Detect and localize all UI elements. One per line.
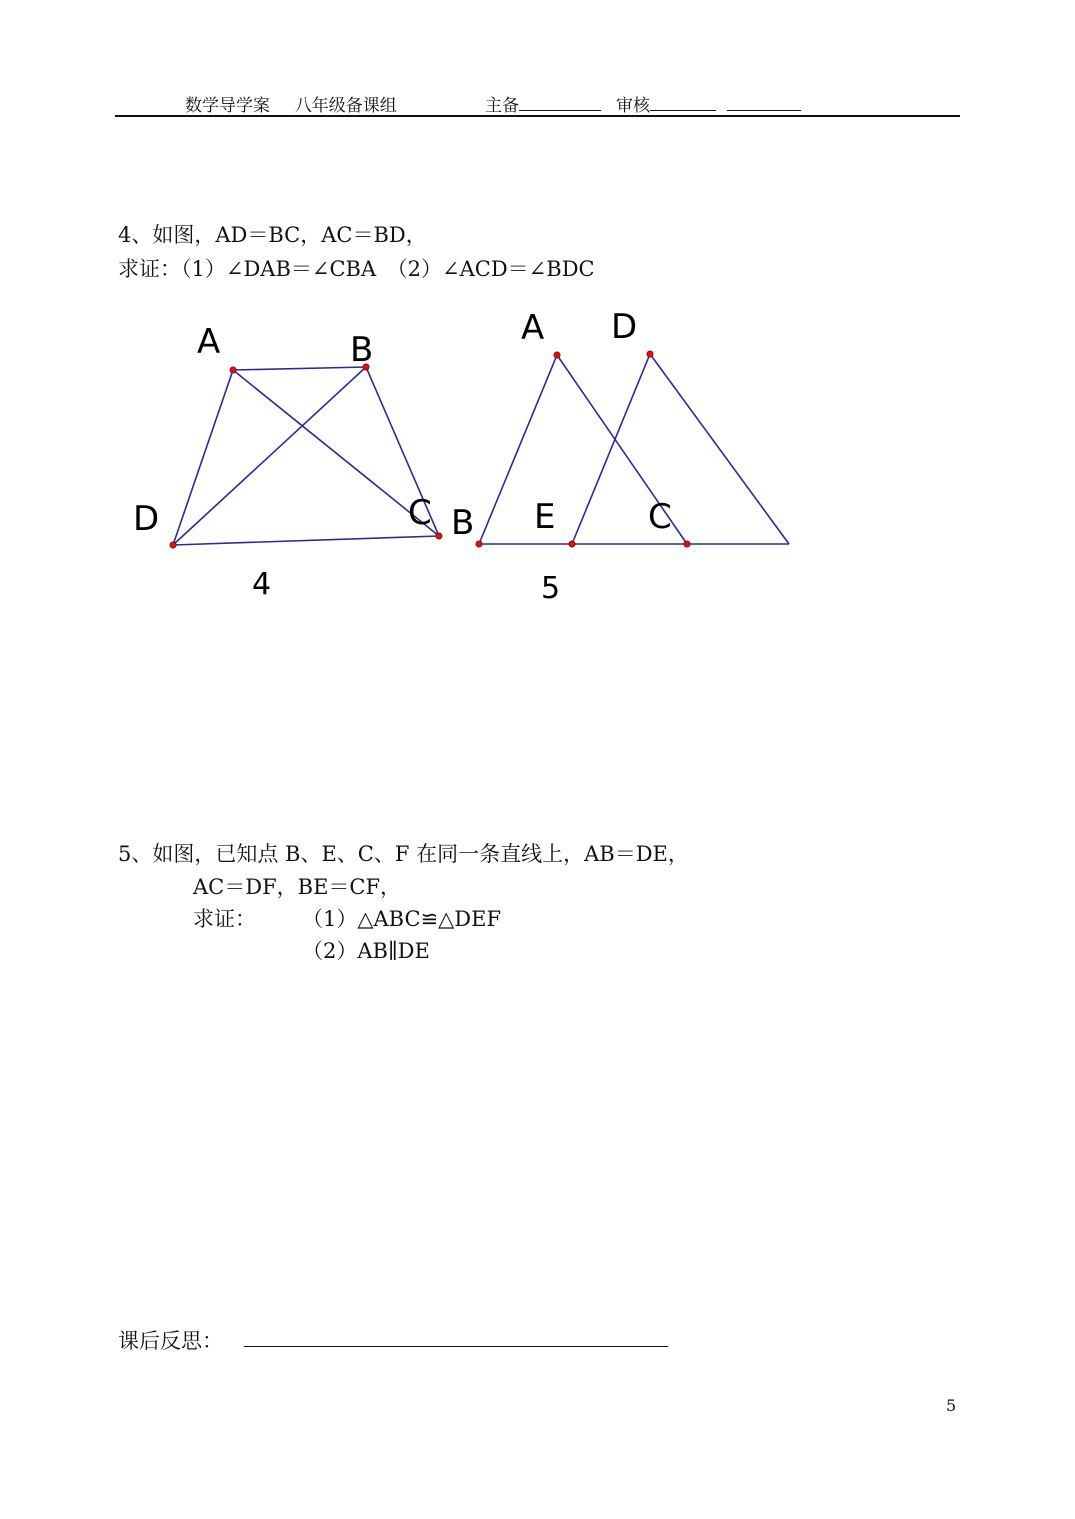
reviewer-blank-2 [727,95,801,111]
point-c [436,533,442,539]
point-c [684,541,690,547]
problem4-line2: 求证：（1）∠DAB＝∠CBA （2）∠ACD＝∠BDC [118,257,595,281]
page-number: 5 [946,1396,957,1415]
point-d [647,351,653,357]
problem5-line2: AC＝DF，BE＝CF， [193,875,402,899]
header-title [185,91,397,116]
label-c: C [408,493,432,533]
reflection-line [244,1346,668,1347]
problem5-item1: （1）△ABC≌△DEF [302,907,502,931]
header-title-text: 数学导学案 [185,96,270,116]
preparer-blank [519,95,601,111]
figure-4 [120,310,470,610]
label-b: B [350,330,374,370]
problem5-item2: （2）AB∥DE [302,939,430,963]
segment-dc [173,536,439,545]
point-d [170,542,176,548]
point-b [476,541,482,547]
reviewer-label: 审核 [616,96,650,116]
label-e: E [534,497,556,537]
figure-5-number: 5 [541,571,561,606]
point-e [569,541,575,547]
label-b: B [451,503,475,543]
segment-bd [173,367,366,545]
segment-ab [233,367,366,370]
segment-de [572,354,650,544]
point-a [554,352,560,358]
figure-5 [445,300,805,610]
header-rule [115,115,960,117]
label-c: C [648,497,672,537]
label-a: A [197,322,221,362]
figure-4-number: 4 [252,567,272,602]
problem4-line1: 4、如图，AD＝BC，AC＝BD， [118,223,427,247]
header-preparer [485,91,601,116]
header-group-text: 八年级备课组 [294,96,397,116]
label-d: D [611,307,638,347]
reviewer-blank [650,95,716,111]
problem5-line1: 5、如图，已知点 B、E、C、F 在同一条直线上，AB＝DE， [118,842,689,866]
header-reviewer [616,91,801,116]
problem5-prove-label: 求证： [193,907,256,931]
preparer-label: 主备 [485,96,519,116]
label-d: D [133,499,160,539]
reflection-label: 课后反思： [118,1329,223,1353]
label-a: A [521,308,545,348]
segment-ad [173,370,233,545]
point-a [230,367,236,373]
